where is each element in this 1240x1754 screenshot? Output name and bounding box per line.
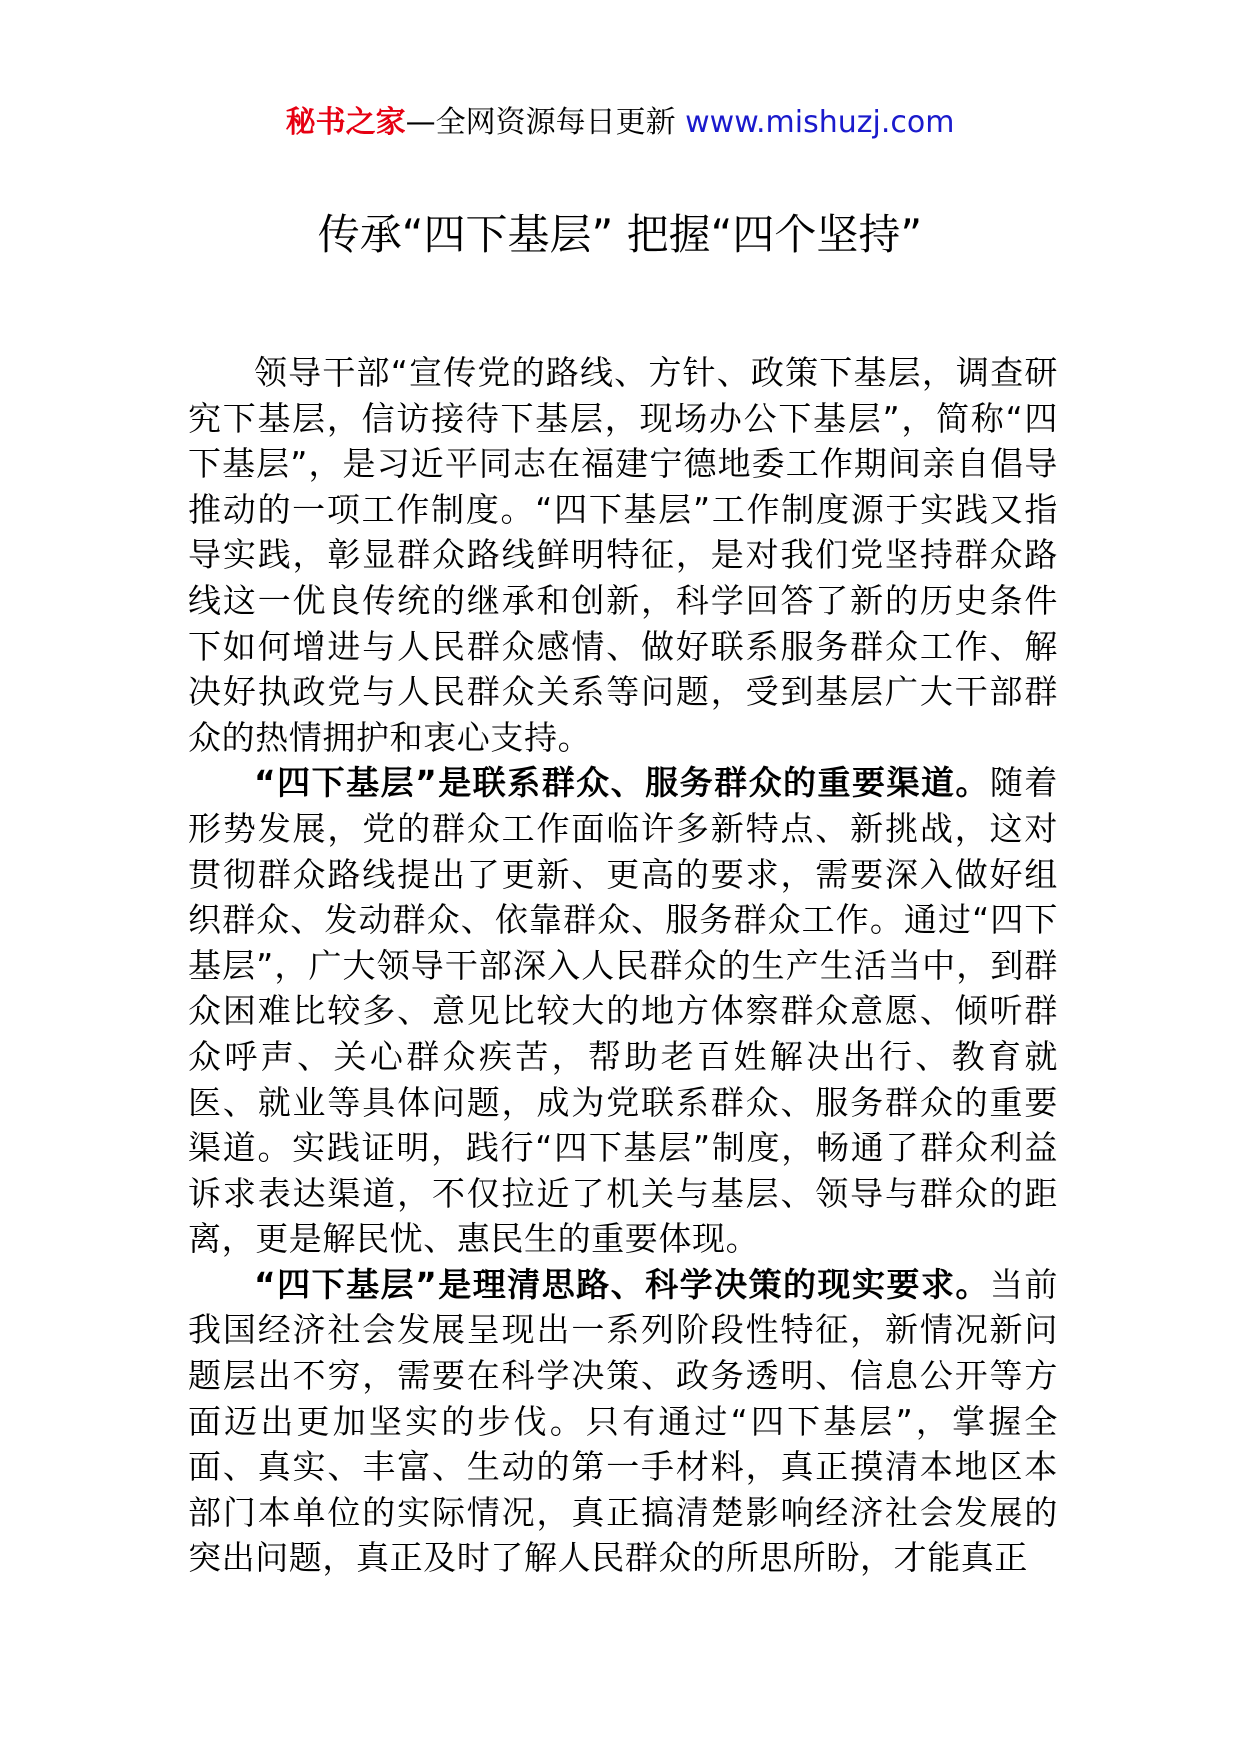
paragraph-text: 当前我国经济社会发展呈现出一系列阶段性特征，新情况新问题层出不穷，需要在科学决策、政务透明、信息公开等方面迈出更加坚实的步伐。只有通过“四下基层”，掌握全面、真实、丰富、生动的第一手材料，真正摸清本地区本部门本单位的实际情况，真正搞清楚影响经济社会发展的突出问题，真正及时了解人民群众的所思所盼，才能真正: [188, 1264, 1059, 1578]
paragraph-text: 领导干部“宣传党的路线、方针、政策下基层，调查研究下基层，信访接待下基层，现场办公下基层”，简称“四下基层”，是习近平同志在福建宁德地委工作期间亲自倡导推动的一项工作制度。“四下基层”工作制度源于实践又指导实践，彰显群众路线鲜明特征，是对我们党坚持群众路线这一优良传统的继承和创新，科学回答了新的历史条件下如何增进与人民群众感情、做好联系服务群众工作、解决好执政党与人民群众关系等问题，受到基层广大干部群众的热情拥护和衷心支持。: [188, 353, 1058, 757]
paragraph-scientific-decision: [188, 1262, 1058, 1581]
paragraph-intro: [188, 350, 1058, 760]
article-body: [188, 350, 1058, 1581]
article-title: 传承“四下基层” 把握“四个坚持”: [317, 210, 923, 259]
paragraph-lead: “四下基层”是理清思路、科学决策的现实要求。: [254, 1264, 990, 1304]
paragraph-lead: “四下基层”是联系群众、服务群众的重要渠道。: [254, 763, 990, 803]
site-url-link[interactable]: www.mishuzj.com: [685, 105, 955, 140]
paragraph-text: 随着形势发展，党的群众工作面临许多新特点、新挑战，这对贯彻群众路线提出了更新、更高的要求，需要深入做好组织群众、发动群众、依靠群众、服务群众工作。通过“四下基层”，广大领导干部深入人民群众的生产生活当中，到群众困难比较多、意见比较大的地方体察群众意愿、倾听群众呼声、关心群众疾苦，帮助老百姓解决出行、教育就医、就业等具体问题，成为党联系群众、服务群众的重要渠道。实践证明，践行“四下基层”制度，畅通了群众利益诉求表达渠道，不仅拉近了机关与基层、领导与群众的距离，更是解民忧、惠民生的重要体现。: [188, 763, 1059, 1259]
site-header: [0, 98, 1240, 148]
site-tagline: —全网资源每日更新: [405, 105, 686, 140]
paragraph-contact-masses: [188, 760, 1058, 1262]
site-brand: 秘书之家: [285, 105, 406, 140]
